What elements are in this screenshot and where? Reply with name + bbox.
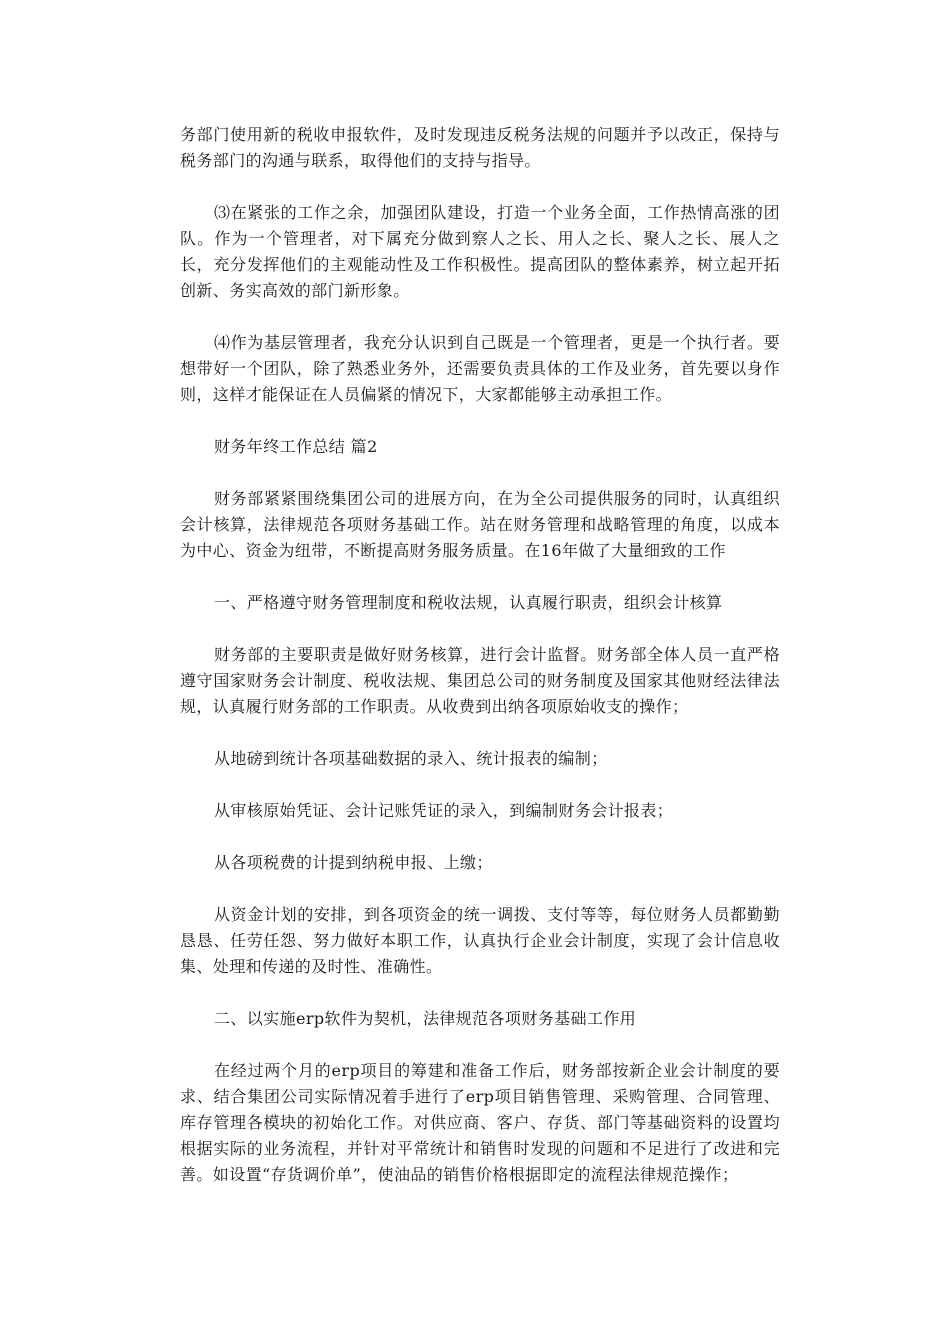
- paragraph-funds: 从资金计划的安排，到各项资金的统一调拨、支付等等，每位财务人员都勤勤恳恳、任劳任怨、努力做好本职工作，认真执行企业会计制度，实现了会计信息收集、处理和传递的及时性、准确性。: [180, 905, 780, 976]
- heading-two: 二、以实施erp软件为契机，法律规范各项财务基础工作用: [214, 1009, 637, 1028]
- paragraph-taxes: 从各项税费的计提到纳税申报、上缴；: [214, 853, 493, 872]
- paragraph-team-building: ⑶在紧张的工作之余，加强团队建设，打造一个业务全面，工作热情高涨的团队。作为一个管理者，对下属充分做到察人之长、用人之长、聚人之长、展人之长，充分发挥他们的主观能动性及工作积极性。提高团队的整体素养，树立起开拓创新、务实高效的部门新形象。: [180, 203, 780, 300]
- paragraph-manager-role: ⑷作为基层管理者，我充分认识到自己既是一个管理者，更是一个执行者。要想带好一个团队，除了熟悉业务外，还需要负责具体的工作及业务，首先要以身作则，这样才能保证在人员偏紧的情况下，大家都能够主动承担工作。: [180, 333, 780, 404]
- paragraph-duties: 财务部的主要职责是做好财务核算，进行会计监督。财务部全体人员一直严格遵守国家财务会计制度、税收法规、集团总公司的财务制度及国家其他财经法律法规，认真履行财务部的工作职责。从收费到出纳各项原始收支的操作；: [180, 645, 780, 716]
- paragraph-erp: 在经过两个月的erp项目的筹建和准备工作后，财务部按新企业会计制度的要求、结合集团公司实际情况着手进行了erp项目销售管理、采购管理、合同管理、库存管理各模块的初始化工作。对供应商、客户、存货、部门等基础资料的设置均根据实际的业务流程，并针对平常统计和销售时发现的问题和不足进行了改进和完善。如设置“存货调价单”，使油品的销售价格根据即定的流程法律规范操作；: [180, 1061, 780, 1184]
- paragraph-weighbridge: 从地磅到统计各项基础数据的录入、统计报表的编制；: [214, 749, 608, 768]
- paragraph-continuation: 务部门使用新的税收申报软件，及时发现违反税务法规的问题并予以改正，保持与税务部门的沟通与联系，取得他们的支持与指导。: [180, 125, 780, 170]
- paragraph-vouchers: 从审核原始凭证、会计记账凭证的录入，到编制财务会计报表；: [214, 801, 674, 820]
- paragraph-finance-intro: 财务部紧紧围绕集团公司的进展方向，在为全公司提供服务的同时，认真组织会计核算，法律规范各项财务基础工作。站在财务管理和战略管理的角度，以成本为中心、资金为纽带，不断提高财务服务质量。在16年做了大量细致的工作: [180, 489, 780, 560]
- section-title: 财务年终工作总结 篇2: [214, 437, 378, 456]
- heading-one: 一、严格遵守财务管理制度和税收法规，认真履行职责，组织会计核算: [214, 593, 723, 612]
- document-body: [180, 122, 780, 1214]
